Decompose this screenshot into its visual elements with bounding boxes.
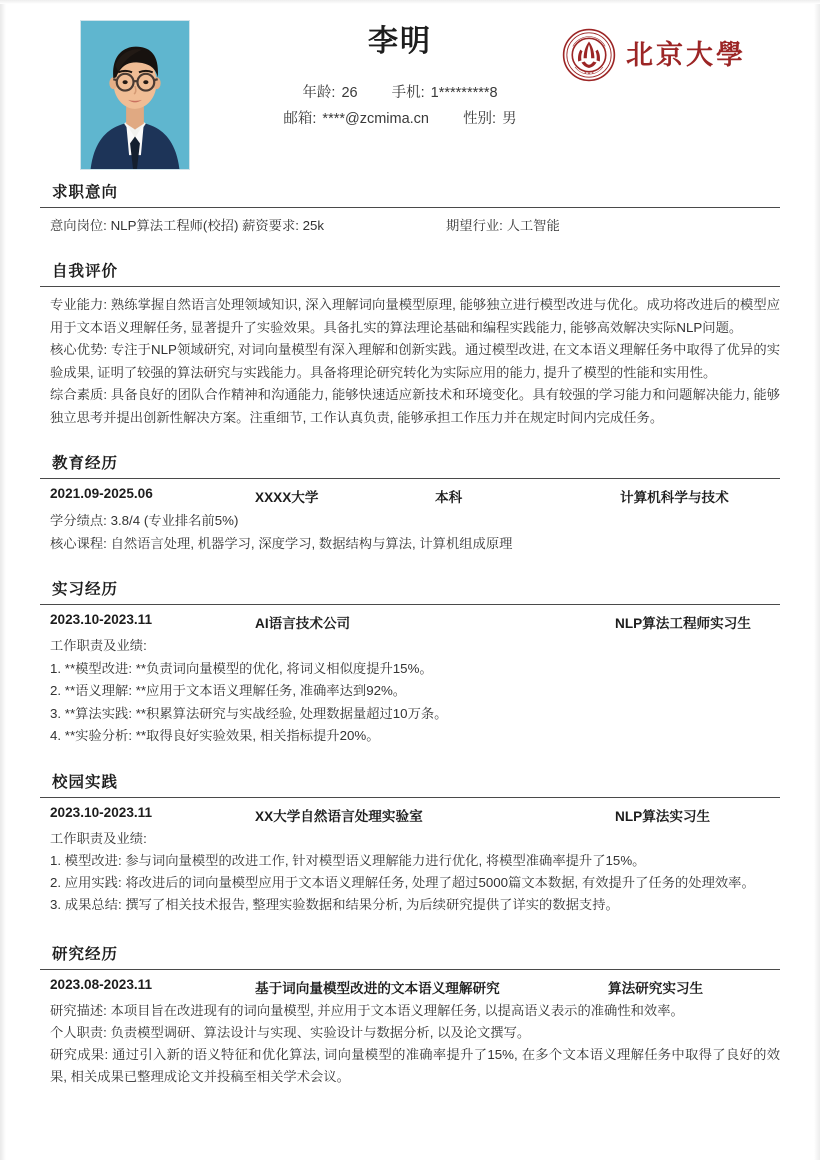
contact-phone <box>392 80 498 106</box>
section-title-campus-practice: 校园实践 <box>52 773 119 791</box>
school-logo <box>562 28 746 82</box>
education-entry-row <box>50 486 780 509</box>
identity-block <box>210 22 590 132</box>
section-self-evaluation <box>40 253 780 441</box>
contact-age-value: 26 <box>341 85 358 101</box>
section-education <box>40 445 780 567</box>
internship-role: NLP算法工程师实习生 <box>615 616 751 631</box>
self-evaluation-paragraph: 综合素质: 具备良好的团队合作精神和沟通能力, 能够快速适应新技术和环境变化。具有较强的学习能力和问题解决能力, 能够独立思考并提出创新性解决方案。注重细节, 工作认真负责, 能够承担工作压力并在规定时间内完成任务。 <box>50 387 780 425</box>
campus-organization: XX大学自然语言处理实验室 <box>255 808 423 824</box>
section-title-research: 研究经历 <box>52 946 119 963</box>
section-title-internship: 实习经历 <box>52 581 119 598</box>
section-divider <box>40 207 780 208</box>
internship-item: 2. **语义理解: **应用于文本语义理解任务, 准确率达到92%。 <box>50 683 407 698</box>
contact-gender <box>463 106 517 132</box>
portrait-photo-icon <box>81 21 189 169</box>
contact-email-value: ****@zcmima.cn <box>322 111 429 127</box>
section-campus-practice <box>40 764 780 933</box>
section-title-intention: 求职意向 <box>52 184 119 201</box>
education-courses: 核心课程: 自然语言处理, 机器学习, 深度学习, 数据结构与算法, 计算机组成原理 <box>50 536 513 551</box>
campus-date: 2023.10-2023.11 <box>50 804 153 820</box>
section-divider <box>40 797 780 798</box>
self-evaluation-paragraph: 专业能力: 熟练掌握自然语言处理领域知识, 深入理解词向量模型原理, 能够独立进行模型改进与优化。成功将改进后的模型应用于文本语义理解任务, 显著提升了实验效果。具备扎实的算法理论基础和编程实践能力, 能够高效解决实际NLP问题。 <box>50 297 780 335</box>
contact-gender-label: 性别: <box>463 111 497 127</box>
education-school: XXXX大学 <box>255 490 319 505</box>
campus-item: 1. 模型改进: 参与词向量模型的改进工作, 针对模型语义理解能力进行优化, 将模型准确率提升了15%。 <box>50 853 646 868</box>
education-major: 计算机科学与技术 <box>620 490 729 505</box>
resume-header <box>40 0 780 170</box>
section-divider <box>40 604 780 605</box>
research-item: 研究成果: 通过引入新的语义特征和优化算法, 词向量模型的准确率提升了15%, 在多个文本语义理解任务中取得了良好的效果, 相关成果已整理成论文并投稿至相关学术会议。 <box>50 1047 780 1084</box>
contact-email-label: 邮箱: <box>283 111 317 127</box>
contact-phone-value: 1*********8 <box>430 85 498 101</box>
campus-item: 3. 成果总结: 撰写了相关技术报告, 整理实验数据和结果分析, 为后续研究提供了详实的数据支持。 <box>50 897 619 912</box>
education-degree: 本科 <box>435 490 463 505</box>
page-title: 李明 <box>368 25 432 58</box>
education-date: 2021.09-2025.06 <box>50 486 153 501</box>
section-divider <box>40 478 780 479</box>
internship-company: AI语言技术公司 <box>255 616 351 631</box>
section-title-self-evaluation: 自我评价 <box>52 263 119 280</box>
school-name: 北京大學 <box>626 39 746 70</box>
contact-row-1 <box>210 80 590 106</box>
section-divider <box>40 969 780 970</box>
campus-role: NLP算法实习生 <box>615 808 711 824</box>
research-item: 个人职责: 负责模型调研、算法设计与实现、实验设计与数据分析, 以及论文撰写。 <box>50 1025 531 1040</box>
peking-university-seal-icon <box>562 28 616 82</box>
section-divider <box>40 286 780 287</box>
internship-item: 4. **实验分析: **取得良好实验效果, 相关指标提升20%。 <box>50 728 380 743</box>
internship-date: 2023.10-2023.11 <box>50 612 153 627</box>
contact-row-2 <box>210 106 590 132</box>
research-project: 基于词向量模型改进的文本语义理解研究 <box>255 981 500 996</box>
internship-item: 3. **算法实践: **积累算法研究与实战经验, 处理数据量超过10万条。 <box>50 705 448 721</box>
intention-industry: 期望行业: 人工智能 <box>446 218 560 233</box>
research-role: 算法研究实习生 <box>608 981 704 996</box>
contact-phone-label: 手机: <box>391 85 425 101</box>
contact-age-label: 年龄: <box>302 85 336 101</box>
internship-item: 1. **模型改进: **负责词向量模型的优化, 将词义相似度提升15%。 <box>50 660 433 676</box>
internship-subheading: 工作职责及业绩: <box>50 638 147 653</box>
research-item: 研究描述: 本项目旨在改进现有的词向量模型, 并应用于文本语义理解任务, 以提高语义表示的准确性和效率。 <box>50 1003 684 1018</box>
avatar <box>80 20 190 170</box>
intention-row <box>50 215 780 241</box>
contact-gender-value: 男 <box>502 111 517 127</box>
intention-position-salary: 意向岗位: NLP算法工程师(校招) 薪资要求: 25k <box>50 218 325 233</box>
section-intention <box>40 174 780 249</box>
section-internship <box>40 571 780 760</box>
self-evaluation-paragraph: 核心优势: 专注于NLP领域研究, 对词向量模型有深入理解和创新实践。通过模型改进, 在文本语义理解任务中取得了优异的实验成果, 证明了较强的算法研究与实践能力。具备将理论研究转化为实际应用的能力, 提升了模型的性能和实用性。 <box>50 342 780 380</box>
research-entry-row <box>50 977 780 1000</box>
research-date: 2023.08-2023.11 <box>50 977 153 992</box>
contact-age <box>302 80 357 106</box>
education-gpa: 学分绩点: 3.8/4 (专业排名前5%) <box>50 513 239 528</box>
campus-entry-row <box>50 805 780 828</box>
section-title-education: 教育经历 <box>52 455 119 472</box>
contact-email <box>283 106 429 132</box>
campus-subheading: 工作职责及业绩: <box>50 830 147 846</box>
section-research <box>40 936 780 1088</box>
campus-item: 2. 应用实践: 将改进后的词向量模型应用于文本语义理解任务, 处理了超过5000篇文本数据, 有效提升了任务的处理效率。 <box>50 875 755 890</box>
internship-entry-row <box>50 612 780 635</box>
